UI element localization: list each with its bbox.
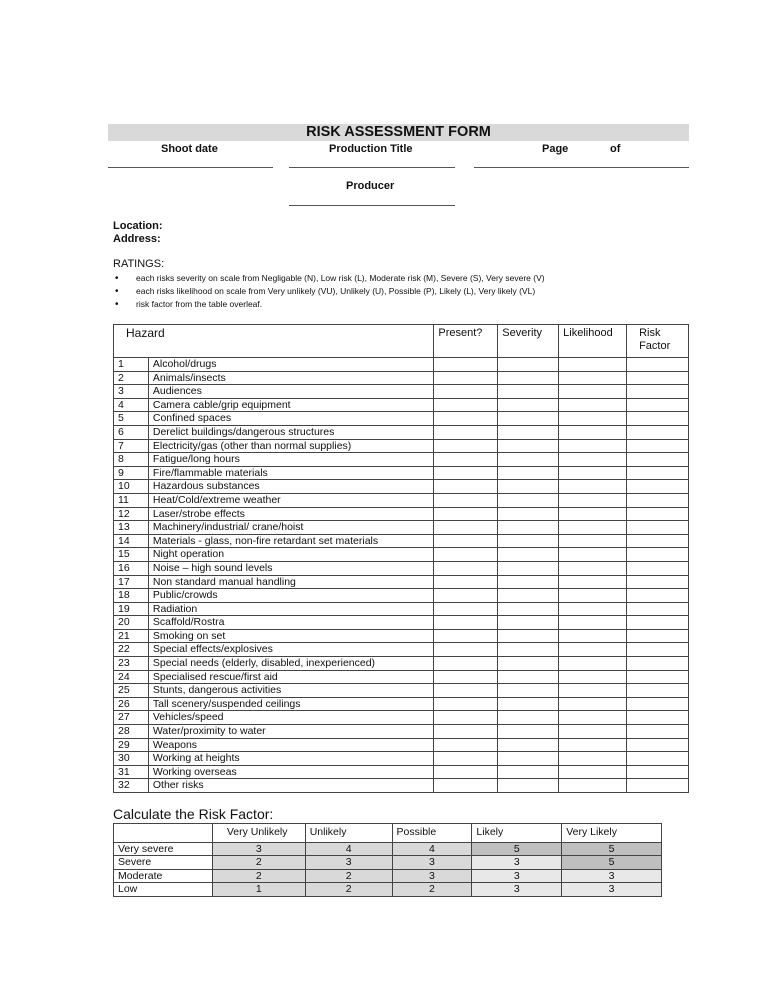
risk-factor-cell[interactable] [627, 521, 689, 535]
severity-label: Severe [114, 856, 213, 869]
risk-factor-cell[interactable] [627, 561, 689, 575]
hazard-number: 3 [114, 385, 149, 399]
hazard-table [113, 324, 689, 793]
likelihood-cell[interactable] [559, 697, 627, 711]
risk-factor-value: 5 [562, 843, 662, 856]
present-cell[interactable] [434, 616, 498, 630]
risk-factor-header-line2: Factor [639, 339, 671, 352]
likelihood-cell[interactable] [559, 670, 627, 684]
severity-cell[interactable] [498, 439, 559, 453]
table-row [114, 684, 689, 698]
severity-cell[interactable] [498, 670, 559, 684]
severity-cell[interactable] [498, 534, 559, 548]
severity-cell[interactable] [498, 425, 559, 439]
risk-factor-cell[interactable] [627, 466, 689, 480]
risk-factor-cell[interactable] [627, 779, 689, 793]
risk-factor-value: 4 [392, 843, 472, 856]
hazard-name: Fatigue/long hours [148, 453, 434, 467]
ratings-list [113, 272, 545, 311]
present-cell[interactable] [434, 425, 498, 439]
table-row [114, 602, 689, 616]
risk-factor-cell[interactable] [627, 616, 689, 630]
likelihood-cell[interactable] [559, 657, 627, 671]
risk-factor-cell[interactable] [627, 507, 689, 521]
risk-factor-cell[interactable] [627, 602, 689, 616]
severity-cell[interactable] [498, 371, 559, 385]
hazard-number: 2 [114, 371, 149, 385]
severity-cell[interactable] [498, 589, 559, 603]
table-row [114, 507, 689, 521]
table-row [114, 466, 689, 480]
likelihood-cell[interactable] [559, 725, 627, 739]
table-row [114, 534, 689, 548]
hazard-number: 5 [114, 412, 149, 426]
risk-factor-value: 5 [562, 856, 662, 869]
table-row [114, 425, 689, 439]
ratings-bullet: • each risks likelihood on scale from Very unlikely (VU), Unlikely (U), Possible (P), Likely (L), Very likely (VL) [113, 285, 545, 298]
risk-factor-header-row [114, 824, 662, 843]
likelihood-cell[interactable] [559, 521, 627, 535]
corner-cell [114, 824, 213, 843]
risk-factor-cell[interactable] [627, 670, 689, 684]
col-possible: Possible [392, 824, 472, 843]
likelihood-cell[interactable] [559, 765, 627, 779]
likelihood-header: Likelihood [559, 325, 627, 358]
severity-label: Very severe [114, 843, 213, 856]
hazard-table-header [114, 325, 689, 358]
risk-factor-cell[interactable] [627, 398, 689, 412]
likelihood-cell[interactable] [559, 371, 627, 385]
severity-cell[interactable] [498, 412, 559, 426]
hazard-number: 23 [114, 657, 149, 671]
present-cell[interactable] [434, 629, 498, 643]
risk-factor-row [114, 843, 662, 856]
table-row [114, 480, 689, 494]
likelihood-cell[interactable] [559, 575, 627, 589]
risk-factor-value: 2 [305, 869, 392, 882]
table-row [114, 629, 689, 643]
shoot-date-label: Shoot date [161, 143, 218, 155]
risk-factor-cell[interactable] [627, 453, 689, 467]
production-title-label: Production Title [329, 143, 413, 155]
risk-factor-cell[interactable] [627, 493, 689, 507]
hazard-name: Camera cable/grip equipment [148, 398, 434, 412]
hazard-name: Derelict buildings/dangerous structures [148, 425, 434, 439]
likelihood-cell[interactable] [559, 385, 627, 399]
severity-cell[interactable] [498, 643, 559, 657]
risk-factor-value: 4 [305, 843, 392, 856]
table-row [114, 521, 689, 535]
hazard-name: Materials - glass, non-fire retardant set materials [148, 534, 434, 548]
hazard-name: Heat/Cold/extreme weather [148, 493, 434, 507]
table-row [114, 711, 689, 725]
col-likely: Likely [472, 824, 562, 843]
severity-label: Moderate [114, 869, 213, 882]
risk-factor-cell[interactable] [627, 752, 689, 766]
risk-factor-value: 3 [212, 843, 305, 856]
hazard-number: 31 [114, 765, 149, 779]
hazard-name: Noise – high sound levels [148, 561, 434, 575]
hazard-number: 6 [114, 425, 149, 439]
present-cell[interactable] [434, 385, 498, 399]
hazard-number: 28 [114, 725, 149, 739]
likelihood-cell[interactable] [559, 779, 627, 793]
present-cell[interactable] [434, 643, 498, 657]
severity-cell[interactable] [498, 711, 559, 725]
severity-cell[interactable] [498, 358, 559, 372]
hazard-number: 29 [114, 738, 149, 752]
present-cell[interactable] [434, 521, 498, 535]
hazard-number: 9 [114, 466, 149, 480]
risk-factor-value: 3 [472, 883, 562, 896]
present-cell[interactable] [434, 480, 498, 494]
risk-factor-value: 2 [212, 856, 305, 869]
risk-factor-cell[interactable] [627, 697, 689, 711]
hazard-table-body [114, 358, 689, 793]
likelihood-cell[interactable] [559, 412, 627, 426]
hazard-name: Radiation [148, 602, 434, 616]
hazard-header: Hazard [114, 325, 434, 358]
hazard-name: Specialised rescue/first aid [148, 670, 434, 684]
severity-cell[interactable] [498, 548, 559, 562]
risk-factor-cell[interactable] [627, 385, 689, 399]
severity-cell[interactable] [498, 616, 559, 630]
hazard-number: 20 [114, 616, 149, 630]
table-row [114, 670, 689, 684]
producer-label: Producer [346, 180, 395, 192]
present-cell[interactable] [434, 711, 498, 725]
likelihood-cell[interactable] [559, 398, 627, 412]
table-row [114, 738, 689, 752]
table-row [114, 657, 689, 671]
hazard-name: Weapons [148, 738, 434, 752]
present-cell[interactable] [434, 358, 498, 372]
col-very-unlikely: Very Unlikely [212, 824, 305, 843]
hazard-number: 24 [114, 670, 149, 684]
page-label: Page [542, 143, 569, 155]
hazard-number: 8 [114, 453, 149, 467]
present-cell[interactable] [434, 493, 498, 507]
risk-factor-cell[interactable] [627, 480, 689, 494]
likelihood-cell[interactable] [559, 480, 627, 494]
likelihood-cell[interactable] [559, 602, 627, 616]
risk-factor-header [627, 325, 689, 358]
risk-factor-row [114, 856, 662, 869]
table-row [114, 453, 689, 467]
hazard-number: 7 [114, 439, 149, 453]
risk-factor-value: 2 [212, 869, 305, 882]
hazard-number: 4 [114, 398, 149, 412]
likelihood-cell[interactable] [559, 684, 627, 698]
severity-cell[interactable] [498, 752, 559, 766]
present-cell[interactable] [434, 589, 498, 603]
table-row [114, 643, 689, 657]
risk-factor-cell[interactable] [627, 589, 689, 603]
present-cell[interactable] [434, 657, 498, 671]
risk-factor-cell[interactable] [627, 657, 689, 671]
risk-factor-cell[interactable] [627, 425, 689, 439]
hazard-name: Audiences [148, 385, 434, 399]
present-cell[interactable] [434, 684, 498, 698]
table-row [114, 765, 689, 779]
hazard-name: Laser/strobe effects [148, 507, 434, 521]
table-row [114, 439, 689, 453]
risk-factor-row [114, 883, 662, 896]
production-title-field[interactable] [289, 167, 455, 168]
hazard-name: Machinery/industrial/ crane/hoist [148, 521, 434, 535]
severity-cell[interactable] [498, 561, 559, 575]
risk-factor-cell[interactable] [627, 358, 689, 372]
risk-factor-row [114, 869, 662, 882]
hazard-name: Fire/flammable materials [148, 466, 434, 480]
ratings-bullet: • each risks severity on scale from Negligable (N), Low risk (L), Moderate risk (M), Severe (S), Very severe (V) [113, 272, 545, 285]
risk-factor-value: 3 [472, 869, 562, 882]
ratings-title: RATINGS: [113, 258, 165, 270]
present-cell[interactable] [434, 561, 498, 575]
risk-factor-value: 3 [305, 856, 392, 869]
present-cell[interactable] [434, 398, 498, 412]
severity-cell[interactable] [498, 725, 559, 739]
hazard-name: Non standard manual handling [148, 575, 434, 589]
severity-cell[interactable] [498, 738, 559, 752]
hazard-number: 32 [114, 779, 149, 793]
table-row [114, 548, 689, 562]
present-cell[interactable] [434, 412, 498, 426]
present-cell[interactable] [434, 371, 498, 385]
hazard-number: 19 [114, 602, 149, 616]
table-row [114, 779, 689, 793]
risk-factor-cell[interactable] [627, 371, 689, 385]
likelihood-cell[interactable] [559, 643, 627, 657]
of-label: of [610, 143, 621, 155]
present-cell[interactable] [434, 466, 498, 480]
present-cell[interactable] [434, 548, 498, 562]
risk-factor-cell[interactable] [627, 629, 689, 643]
present-cell[interactable] [434, 534, 498, 548]
hazard-number: 17 [114, 575, 149, 589]
risk-factor-cell[interactable] [627, 711, 689, 725]
hazard-name: Special needs (elderly, disabled, inexperienced) [148, 657, 434, 671]
hazard-name: Public/crowds [148, 589, 434, 603]
present-cell[interactable] [434, 697, 498, 711]
severity-cell[interactable] [498, 602, 559, 616]
present-cell[interactable] [434, 725, 498, 739]
table-row [114, 561, 689, 575]
likelihood-cell[interactable] [559, 548, 627, 562]
hazard-name: Other risks [148, 779, 434, 793]
severity-cell[interactable] [498, 493, 559, 507]
risk-factor-cell[interactable] [627, 738, 689, 752]
table-row [114, 412, 689, 426]
risk-factor-value: 5 [472, 843, 562, 856]
risk-factor-value: 2 [305, 883, 392, 896]
likelihood-cell[interactable] [559, 561, 627, 575]
page-field[interactable] [474, 167, 689, 168]
severity-cell[interactable] [498, 657, 559, 671]
hazard-name: Animals/insects [148, 371, 434, 385]
risk-factor-cell[interactable] [627, 643, 689, 657]
likelihood-cell[interactable] [559, 629, 627, 643]
hazard-number: 14 [114, 534, 149, 548]
hazard-number: 10 [114, 480, 149, 494]
likelihood-cell[interactable] [559, 711, 627, 725]
severity-cell[interactable] [498, 507, 559, 521]
severity-cell[interactable] [498, 629, 559, 643]
likelihood-cell[interactable] [559, 466, 627, 480]
severity-cell[interactable] [498, 453, 559, 467]
risk-factor-cell[interactable] [627, 412, 689, 426]
present-cell[interactable] [434, 738, 498, 752]
likelihood-cell[interactable] [559, 616, 627, 630]
table-row [114, 697, 689, 711]
severity-cell[interactable] [498, 466, 559, 480]
severity-cell[interactable] [498, 765, 559, 779]
hazard-number: 18 [114, 589, 149, 603]
calc-title: Calculate the Risk Factor: [113, 806, 274, 822]
risk-factor-value: 3 [562, 883, 662, 896]
risk-factor-cell[interactable] [627, 439, 689, 453]
hazard-number: 25 [114, 684, 149, 698]
severity-label: Low [114, 883, 213, 896]
hazard-number: 12 [114, 507, 149, 521]
risk-factor-body [114, 824, 662, 897]
hazard-name: Working overseas [148, 765, 434, 779]
risk-factor-table [113, 823, 662, 897]
table-row [114, 385, 689, 399]
present-header: Present? [434, 325, 498, 358]
risk-factor-cell[interactable] [627, 725, 689, 739]
hazard-name: Hazardous substances [148, 480, 434, 494]
severity-cell[interactable] [498, 779, 559, 793]
present-cell[interactable] [434, 779, 498, 793]
col-very-likely: Very Likely [562, 824, 662, 843]
ratings-bullet: • risk factor from the table overleaf. [113, 298, 545, 311]
hazard-number: 16 [114, 561, 149, 575]
risk-factor-value: 3 [472, 856, 562, 869]
producer-field[interactable] [289, 205, 455, 206]
hazard-name: Tall scenery/suspended ceilings [148, 697, 434, 711]
table-row [114, 589, 689, 603]
hazard-name: Electricity/gas (other than normal supplies) [148, 439, 434, 453]
likelihood-cell[interactable] [559, 358, 627, 372]
table-row [114, 358, 689, 372]
present-cell[interactable] [434, 670, 498, 684]
hazard-number: 11 [114, 493, 149, 507]
risk-factor-cell[interactable] [627, 548, 689, 562]
location-label: Location: [113, 220, 163, 232]
risk-factor-header-line1: Risk [639, 327, 661, 339]
hazard-name: Working at heights [148, 752, 434, 766]
form-title: RISK ASSESSMENT FORM [306, 124, 491, 140]
likelihood-cell[interactable] [559, 507, 627, 521]
hazard-name: Scaffold/Rostra [148, 616, 434, 630]
severity-cell[interactable] [498, 697, 559, 711]
present-cell[interactable] [434, 602, 498, 616]
table-row [114, 493, 689, 507]
risk-factor-cell[interactable] [627, 765, 689, 779]
hazard-number: 26 [114, 697, 149, 711]
table-row [114, 616, 689, 630]
address-label: Address: [113, 233, 161, 245]
present-cell[interactable] [434, 439, 498, 453]
likelihood-cell[interactable] [559, 589, 627, 603]
likelihood-cell[interactable] [559, 534, 627, 548]
severity-cell[interactable] [498, 521, 559, 535]
col-unlikely: Unlikely [305, 824, 392, 843]
likelihood-cell[interactable] [559, 453, 627, 467]
hazard-number: 13 [114, 521, 149, 535]
present-cell[interactable] [434, 765, 498, 779]
risk-factor-cell[interactable] [627, 684, 689, 698]
likelihood-cell[interactable] [559, 439, 627, 453]
hazard-number: 21 [114, 629, 149, 643]
severity-cell[interactable] [498, 385, 559, 399]
risk-factor-value: 3 [562, 869, 662, 882]
present-cell[interactable] [434, 575, 498, 589]
hazard-name: Stunts, dangerous activities [148, 684, 434, 698]
severity-cell[interactable] [498, 684, 559, 698]
severity-header: Severity [498, 325, 559, 358]
hazard-name: Night operation [148, 548, 434, 562]
hazard-name: Vehicles/speed [148, 711, 434, 725]
table-row [114, 575, 689, 589]
table-row [114, 398, 689, 412]
hazard-name: Smoking on set [148, 629, 434, 643]
hazard-number: 1 [114, 358, 149, 372]
risk-factor-cell[interactable] [627, 534, 689, 548]
present-cell[interactable] [434, 752, 498, 766]
hazard-name: Special effects/explosives [148, 643, 434, 657]
hazard-number: 22 [114, 643, 149, 657]
table-row [114, 371, 689, 385]
likelihood-cell[interactable] [559, 493, 627, 507]
hazard-number: 30 [114, 752, 149, 766]
hazard-name: Alcohol/drugs [148, 358, 434, 372]
risk-factor-value: 2 [392, 883, 472, 896]
present-cell[interactable] [434, 507, 498, 521]
hazard-name: Water/proximity to water [148, 725, 434, 739]
severity-cell[interactable] [498, 480, 559, 494]
risk-factor-value: 3 [392, 869, 472, 882]
risk-factor-value: 3 [392, 856, 472, 869]
likelihood-cell[interactable] [559, 752, 627, 766]
hazard-name: Confined spaces [148, 412, 434, 426]
hazard-number: 27 [114, 711, 149, 725]
hazard-number: 15 [114, 548, 149, 562]
risk-factor-value: 1 [212, 883, 305, 896]
shoot-date-field[interactable] [108, 167, 273, 168]
present-cell[interactable] [434, 453, 498, 467]
table-row [114, 725, 689, 739]
severity-cell[interactable] [498, 398, 559, 412]
table-row [114, 752, 689, 766]
likelihood-cell[interactable] [559, 738, 627, 752]
likelihood-cell[interactable] [559, 425, 627, 439]
risk-factor-cell[interactable] [627, 575, 689, 589]
severity-cell[interactable] [498, 575, 559, 589]
